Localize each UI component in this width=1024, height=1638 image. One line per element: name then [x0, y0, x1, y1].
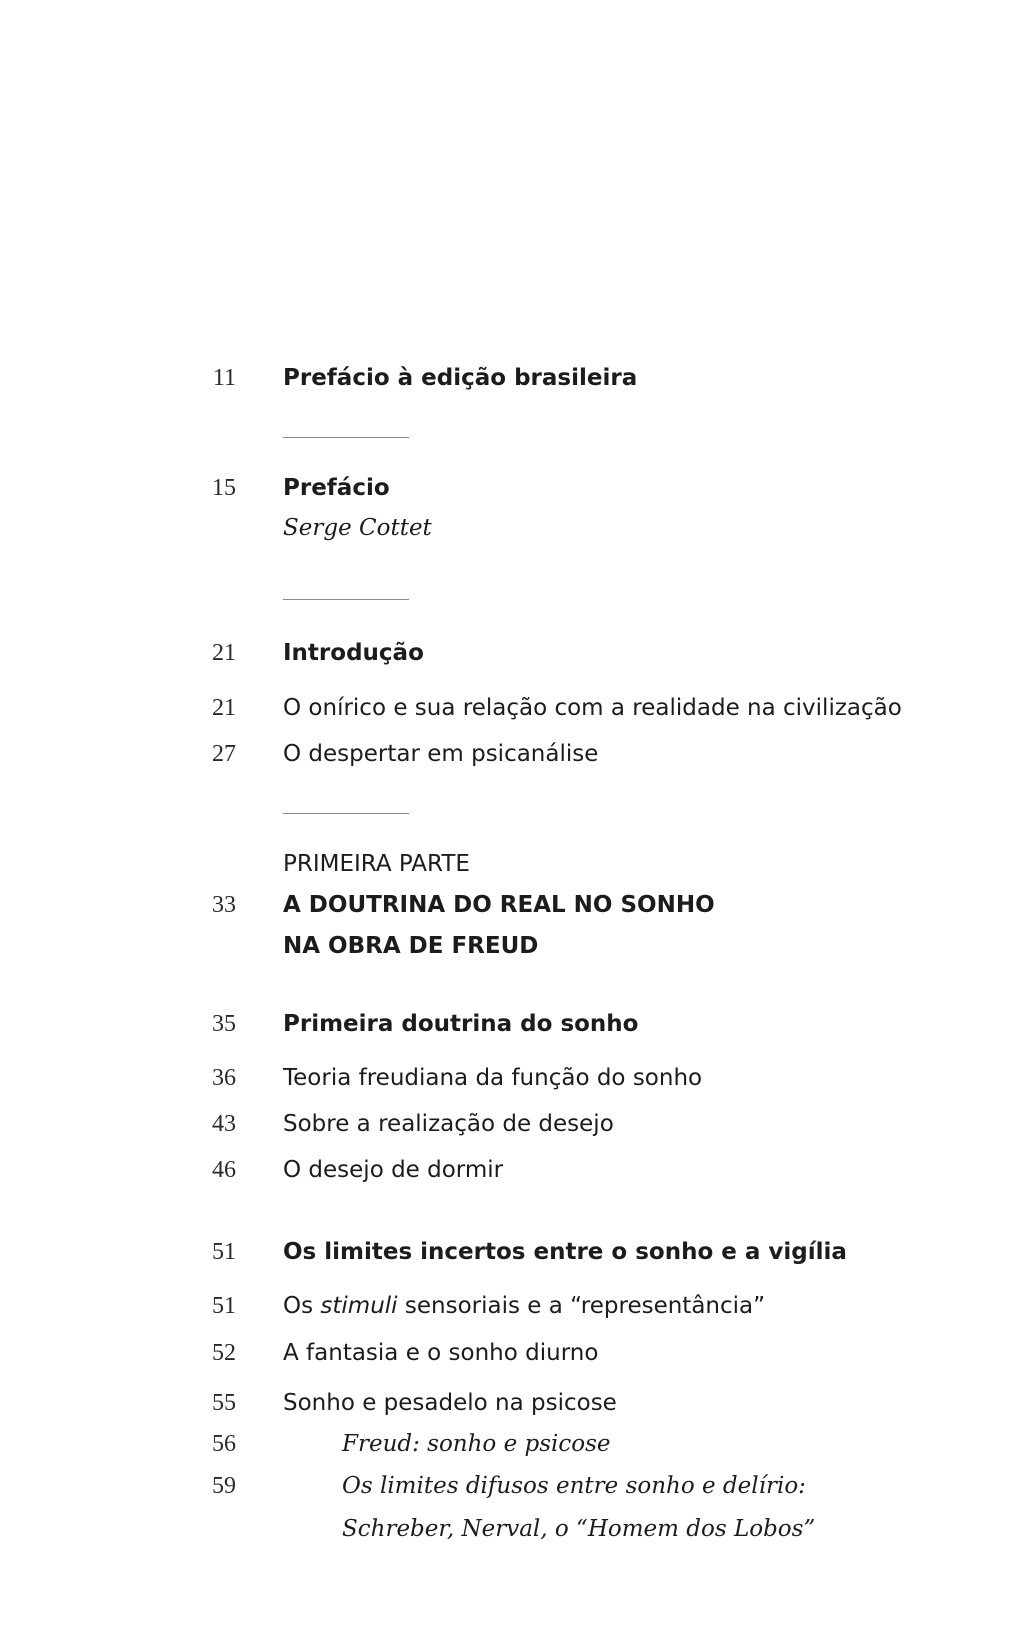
- page-number: 52: [212, 1340, 236, 1366]
- page-number: 43: [212, 1111, 236, 1137]
- entry-title: [283, 1286, 765, 1326]
- section-divider: [283, 599, 409, 600]
- toc-entry-realizacao-desejo: [0, 1104, 1024, 1144]
- toc-entry-stimuli: [0, 1286, 1024, 1326]
- page-number: 36: [212, 1065, 236, 1091]
- page-number: 59: [212, 1473, 236, 1499]
- toc-entry-limites-incertos: [0, 1232, 1024, 1272]
- part-label: [0, 844, 1024, 884]
- page-number: 56: [212, 1431, 236, 1457]
- part-title-line2: NA OBRA DE FREUD: [283, 933, 539, 959]
- page-number: 33: [212, 892, 236, 918]
- entry-title: Sonho e pesadelo na psicose: [283, 1390, 617, 1416]
- entry-title: O onírico e sua relação com a realidade na civilização: [283, 695, 902, 721]
- entry-title-post: sensoriais e a “representância”: [397, 1293, 766, 1319]
- page-number: 15: [212, 475, 236, 501]
- page-number: 51: [212, 1239, 236, 1265]
- page-number: 51: [212, 1293, 236, 1319]
- entry-title: Sobre a realização de desejo: [283, 1111, 614, 1137]
- toc-entry-limites-difusos-cont: [0, 1509, 1024, 1549]
- toc-entry-prefacio-author: [0, 508, 1024, 548]
- entry-title-line1: Os limites difusos entre sonho e delírio:: [342, 1473, 806, 1499]
- entry-title-line2: Schreber, Nerval, o “Homem dos Lobos”: [342, 1516, 816, 1542]
- entry-title: Freud: sonho e psicose: [342, 1431, 611, 1457]
- entry-title-emphasis: stimuli: [320, 1293, 398, 1319]
- toc-entry-desejo-dormir: [0, 1150, 1024, 1190]
- entry-title-pre: Os: [283, 1293, 321, 1319]
- entry-author: Serge Cottet: [283, 515, 432, 541]
- toc-entry-teoria-freudiana: [0, 1058, 1024, 1098]
- entry-title: Introdução: [283, 640, 424, 666]
- toc-entry-despertar: [0, 734, 1024, 774]
- toc-entry-freud-sonho-psicose: [0, 1424, 1024, 1464]
- page-number: 55: [212, 1390, 236, 1416]
- toc-entry-prefacio-edicao-brasileira: [0, 358, 1024, 398]
- entry-title: Prefácio: [283, 475, 390, 501]
- section-divider: [283, 813, 409, 814]
- entry-title: Prefácio à edição brasileira: [283, 365, 638, 391]
- page-number: 11: [212, 365, 236, 391]
- entry-title: A fantasia e o sonho diurno: [283, 1340, 599, 1366]
- part-title-line1: A DOUTRINA DO REAL NO SONHO: [283, 892, 715, 918]
- toc-entry-sonho-pesadelo: [0, 1383, 1024, 1423]
- entry-title: Primeira doutrina do sonho: [283, 1011, 639, 1037]
- toc-entry-fantasia: [0, 1333, 1024, 1373]
- entry-title: O despertar em psicanálise: [283, 741, 599, 767]
- part-label-text: PRIMEIRA PARTE: [283, 851, 470, 877]
- toc-entry-primeira-doutrina: [0, 1004, 1024, 1044]
- page-number: 27: [212, 741, 236, 767]
- toc-entry-onirico: [0, 688, 1024, 728]
- toc-entry-introducao: [0, 633, 1024, 673]
- entry-title: Teoria freudiana da função do sonho: [283, 1065, 703, 1091]
- section-divider: [283, 437, 409, 438]
- page-number: 35: [212, 1011, 236, 1037]
- page-number: 21: [212, 695, 236, 721]
- page-number: 21: [212, 640, 236, 666]
- page-number: 46: [212, 1157, 236, 1183]
- toc-entry-limites-difusos: [0, 1466, 1024, 1506]
- toc-entry-part-title-cont: [0, 926, 1024, 966]
- entry-title: O desejo de dormir: [283, 1157, 504, 1183]
- entry-title: Os limites incertos entre o sonho e a vigília: [283, 1239, 847, 1265]
- toc-entry-part-title: [0, 885, 1024, 925]
- toc-entry-prefacio: [0, 468, 1024, 508]
